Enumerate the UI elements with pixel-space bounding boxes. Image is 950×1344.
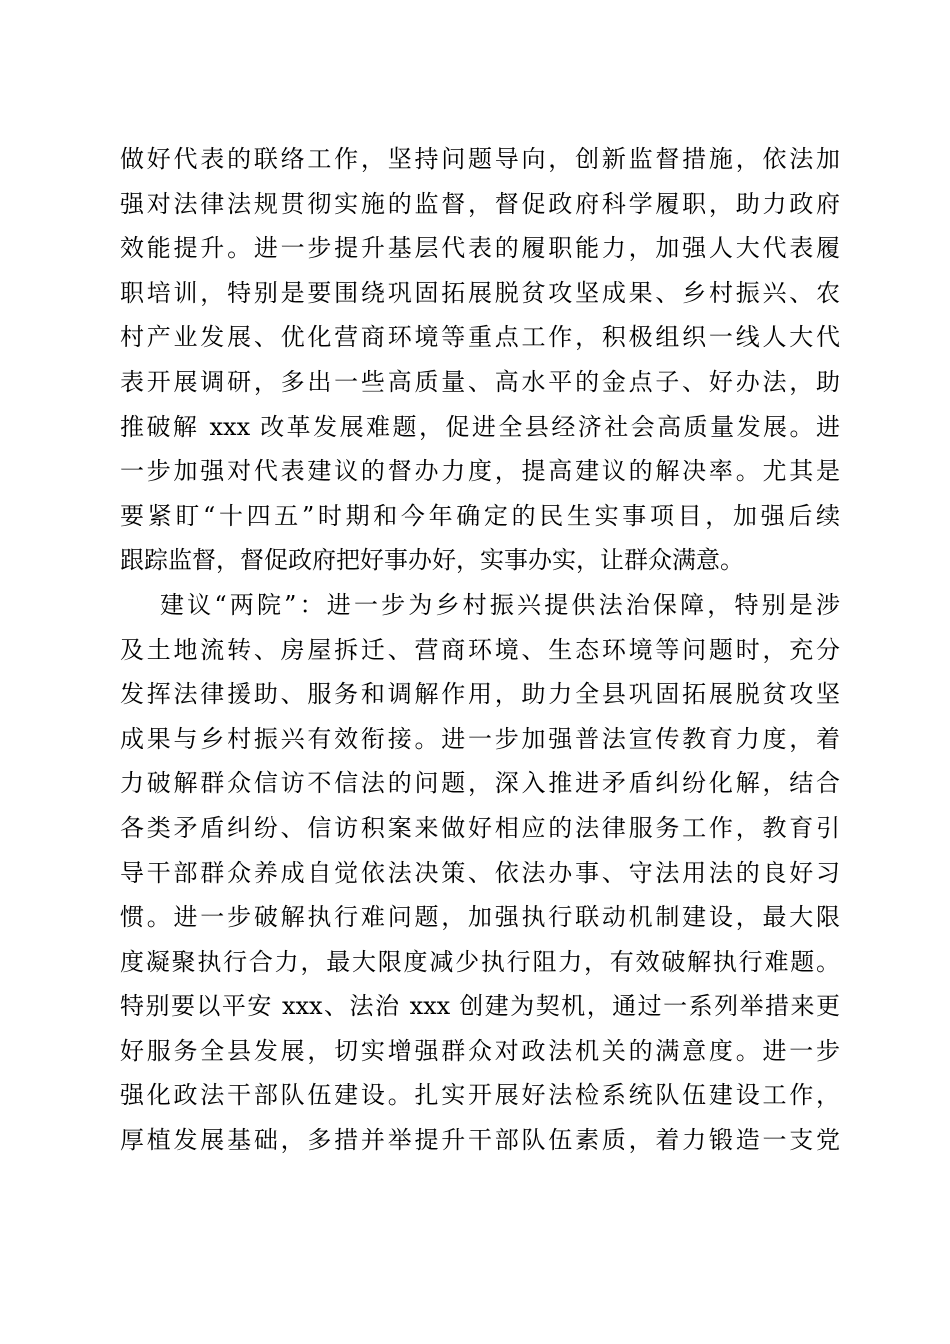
text-line: 厚植发展基础，多措并举提升干部队伍素质，着力锻造一支党 — [120, 1126, 840, 1155]
text-line: 强化政法干部队伍建设。扎实开展好法检系统队伍建设工作， — [120, 1081, 840, 1110]
text-line: 职培训，特别是要围绕巩固拓展脱贫攻坚成果、乡村振兴、农 — [120, 278, 840, 307]
text-line: 做好代表的联络工作，坚持问题导向，创新监督措施，依法加 — [120, 145, 840, 173]
text-line: 成果与乡村振兴有效衔接。进一步加强普法宣传教育力度，着 — [120, 724, 840, 753]
text-line: 一步加强对代表建议的督办力度，提高建议的解决率。尤其是 — [120, 457, 840, 486]
text-line: 特别要以平安 xxx、法治 xxx 创建为契机，通过一系列举措来更 — [120, 992, 840, 1021]
text-line: 导干部群众养成自觉依法决策、依法办事、守法用法的良好习 — [120, 858, 840, 887]
text-line: 好服务全县发展，切实增强群众对政法机关的满意度。进一步 — [120, 1036, 840, 1065]
text-line: 效能提升。进一步提升基层代表的履职能力，加强人大代表履 — [120, 234, 840, 263]
text-line: 惯。进一步破解执行难问题，加强执行联动机制建设，最大限 — [120, 903, 840, 932]
text-line: 建议“两院”：进一步为乡村振兴提供法治保障，特别是涉 — [160, 590, 840, 619]
text-line: 度凝聚执行合力，最大限度减少执行阻力，有效破解执行难题。 — [120, 947, 840, 976]
body-text — [120, 137, 840, 1163]
text-line: 跟踪监督，督促政府把好事办好，实事办实，让群众满意。 — [120, 546, 744, 575]
text-line: 发挥法律援助、服务和调解作用，助力全县巩固拓展脱贫攻坚 — [120, 680, 840, 709]
text-line: 及土地流转、房屋拆迁、营商环境、生态环境等问题时，充分 — [120, 635, 840, 664]
text-line: 村产业发展、优化营商环境等重点工作，积极组织一线人大代 — [120, 323, 840, 352]
text-line: 强对法律法规贯彻实施的监督，督促政府科学履职，助力政府 — [120, 189, 840, 218]
text-line: 力破解群众信访不信法的问题，深入推进矛盾纠纷化解，结合 — [120, 769, 840, 798]
text-line: 要紧盯“十四五”时期和今年确定的民生实事项目，加强后续 — [120, 501, 840, 530]
text-line: 表开展调研，多出一些高质量、高水平的金点子、好办法，助 — [120, 367, 840, 396]
text-line: 各类矛盾纠纷、信访积案来做好相应的法律服务工作，教育引 — [120, 813, 840, 842]
text-line: 推破解 xxx 改革发展难题，促进全县经济社会高质量发展。进 — [120, 412, 840, 441]
